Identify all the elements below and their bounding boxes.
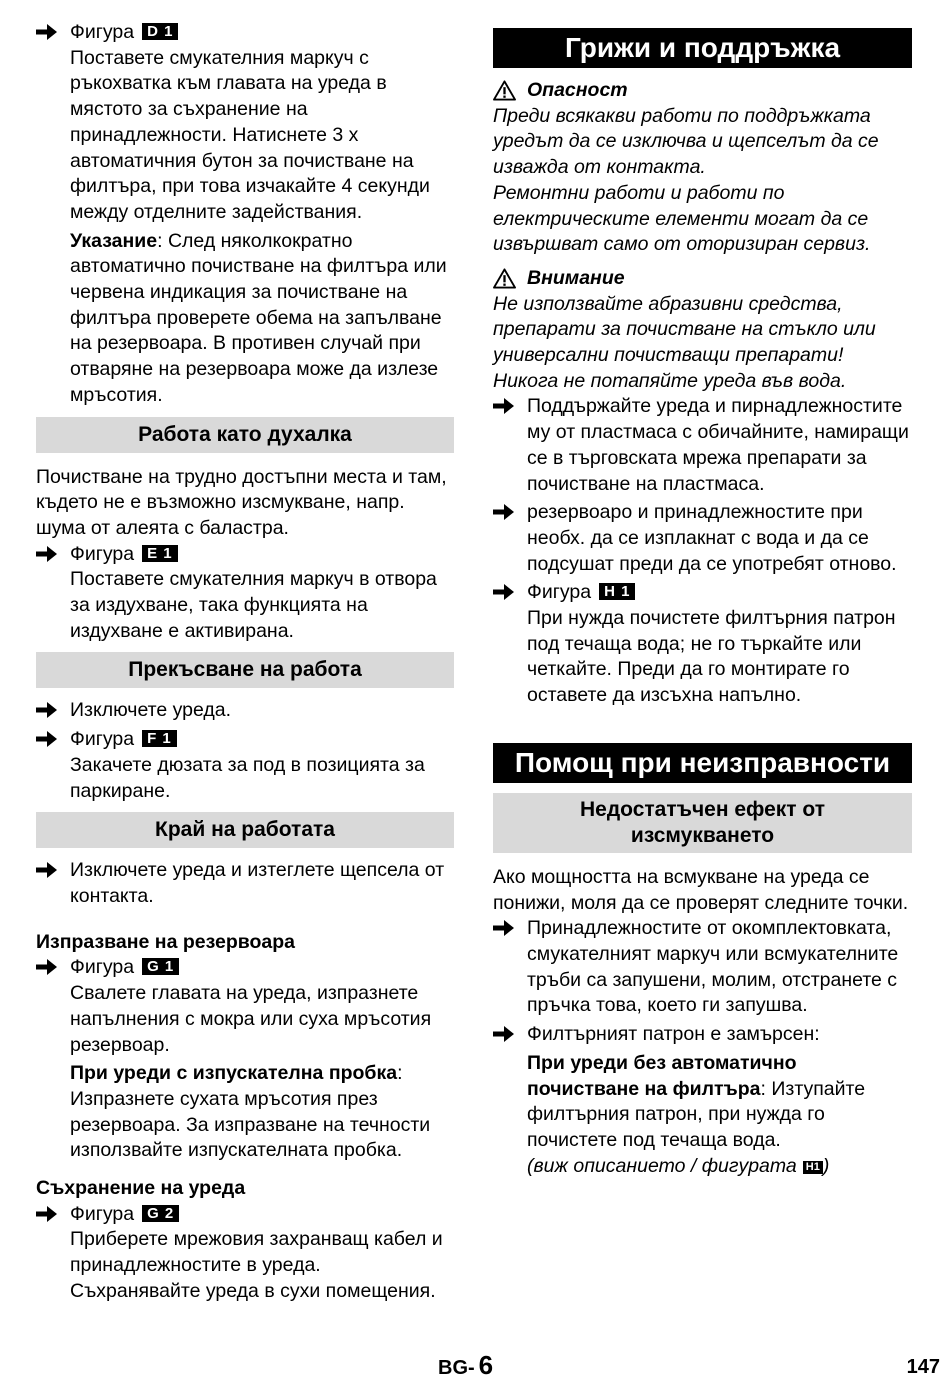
right-column (493, 28, 912, 1179)
suction-intro: Ако мощността на всмукване на уреда се понижи, моля да се проверят следните точки. (493, 865, 909, 914)
arrow-right-icon (36, 860, 58, 880)
figure-badge-g1: G 1 (142, 958, 179, 975)
caution-text-2: Никога не потапяйте уреда във вода. (493, 369, 847, 392)
warning-triangle-icon (493, 80, 516, 101)
section-heading-blower: Работа като духалка (36, 417, 454, 453)
figure-badge-g2: G 2 (142, 1205, 179, 1222)
figure-ref-g1 (36, 955, 454, 981)
arrow-right-icon (36, 729, 58, 749)
care-step-1: Поддържайте уреда и пирнадлежностите му от пластмаса с обичайните, намиращи се в търговската мрежа препарати за почистване на пластмаса. (493, 394, 912, 497)
end-step-1: Изключете уреда и изтеглете щепсела от контакта. (36, 858, 454, 909)
danger-heading: Опасност (493, 78, 912, 104)
subheading-empty-tank: Изпразване на резервоара (36, 930, 296, 953)
section-heading-interrupt: Прекъсване на работа (36, 652, 454, 688)
arrow-right-icon (36, 700, 58, 720)
suction-step-2: Филтърният патрон е замърсен: (493, 1022, 912, 1048)
noauto-paragraph (493, 1051, 912, 1154)
note-paragraph (36, 229, 454, 409)
blower-intro: Почистване на трудно достъпни места и там, където не е възможно изсмукване, напр. шума от алеята с баластра. (36, 465, 447, 539)
see-reference: (виж описанието / фигурата H1 ) (527, 1154, 830, 1177)
footer-language-page (438, 1352, 493, 1381)
caution-heading: Внимание (493, 266, 912, 292)
arrow-right-icon (493, 1024, 515, 1044)
plug-label: При уреди с изпускателна пробка (70, 1062, 398, 1085)
figure-ref-e1 (36, 542, 454, 568)
figure-ref-f1 (36, 727, 454, 753)
note-label: Указание (70, 229, 158, 252)
plug-text: : Изпразнете сухата мръсотия през резервоара. За изпразване на течности използвайте изпускателната пробка. (70, 1062, 431, 1162)
figure-label: Фигура (70, 21, 135, 43)
figure-label: Фигура (70, 1202, 135, 1225)
d1-instruction: Поставете смукателния маркуч с ръкохватка към главата на уреда в мястото за съхранение на принадлежности. Натиснете 3 x автоматичния бутон за почистване на филтъра, при това изчакайте 4 секунди между отделните задействания. (70, 46, 430, 223)
subheading-storage: Съхранение на уреда (36, 1177, 246, 1200)
warning-triangle-icon (493, 268, 516, 289)
figure-badge-h1: H 1 (599, 583, 635, 600)
arrow-right-icon (36, 957, 58, 977)
arrow-right-icon (36, 1204, 58, 1224)
chapter-heading-troubleshooting: Помощ при неизправности (493, 743, 912, 783)
section-heading-end: Край на работата (36, 812, 454, 848)
figure-badge-d1: D 1 (142, 23, 178, 40)
arrow-right-icon (493, 918, 515, 938)
interrupt-step-1: Изключете уреда. (36, 698, 454, 724)
figure-badge-e1: E 1 (142, 545, 178, 562)
figure-label: Фигура (70, 542, 135, 565)
noauto-text: : Изтупайте филтърния патрон, при нужда го почистете под течаща вода. (527, 1077, 866, 1151)
g2-instruction: Приберете мрежовия захранващ кабел и принадлежностите в уреда. Съхранявайте уреда в сухи помещения. (70, 1228, 443, 1302)
figure-ref-g2 (36, 1202, 454, 1228)
section-heading-suction: Недостатъчен ефект от изсмукването (493, 793, 912, 853)
figure-badge-h1-small: H1 (803, 1161, 823, 1174)
arrow-right-icon (493, 502, 515, 522)
g1-instruction: Свалете главата на уреда, изпразнете напълнения с мокра или суха мръсотия резервоар. (70, 982, 432, 1056)
h1-instruction: При нужда почистете филтърния патрон под течаща вода; не го търкайте или четкайте. Преди да го монтирате го оставете да изсъхна напълно. (527, 607, 896, 707)
plug-paragraph (36, 1061, 454, 1164)
figure-ref-d1 (36, 20, 454, 46)
figure-badge-f1: F 1 (142, 730, 177, 747)
arrow-right-icon (36, 22, 58, 42)
caution-text-1: Не използвайте абразивни средства, препарати за почистване на стъкло или универсални почистващи препарати! (493, 292, 876, 367)
suction-step-1: Принадлежностите от окомплектовката, смукателният маркуч или всмукателните тръби са запушени, молим, отстранете с пръчка това, което ги запушва. (493, 916, 912, 1019)
figure-label: Фигура (70, 956, 135, 979)
figure-label: Фигура (527, 581, 592, 604)
note-text: : След няколкократно автоматично почистване на филтъра или червена индикация за почистване на филтъра проверете обема на запълване на резервоара. В противен случай при отваряне на резервоара може да излезе мръсотия. (70, 229, 447, 406)
arrow-right-icon (493, 396, 515, 416)
left-column (36, 20, 454, 1305)
f1-instruction: Закачете дюзата за под в позицията за паркиране. (70, 753, 425, 802)
arrow-right-icon (36, 544, 58, 564)
chapter-heading-care: Грижи и поддръжка (493, 28, 912, 68)
page-number: 147 (906, 1356, 940, 1378)
danger-text-2: Ремонтни работи и работи по електрическите елементи могат да се извършват само от оторизиран сервиз. (493, 181, 871, 256)
figure-label: Фигура (70, 728, 135, 751)
arrow-right-icon (493, 582, 515, 602)
care-step-2: резервоаро и принадлежностите при необх. да се изплакнат с вода и да се подсушат преди да се употребят отново. (493, 500, 912, 577)
footer-language-page-number: 6 (478, 1350, 494, 1380)
e1-instruction: Поставете смукателния маркуч в отвора за издухване, така функцията на издухване е активирана. (70, 568, 437, 642)
footer-language: BG- (438, 1357, 475, 1379)
figure-ref-h1 (493, 580, 912, 606)
danger-text-1: Преди всякакви работи по поддръжката уредът да се изключва и щепселът да се изважда от контакта. (493, 104, 879, 179)
noauto-label: При уреди без автоматично почистване на филтъра (527, 1051, 797, 1100)
